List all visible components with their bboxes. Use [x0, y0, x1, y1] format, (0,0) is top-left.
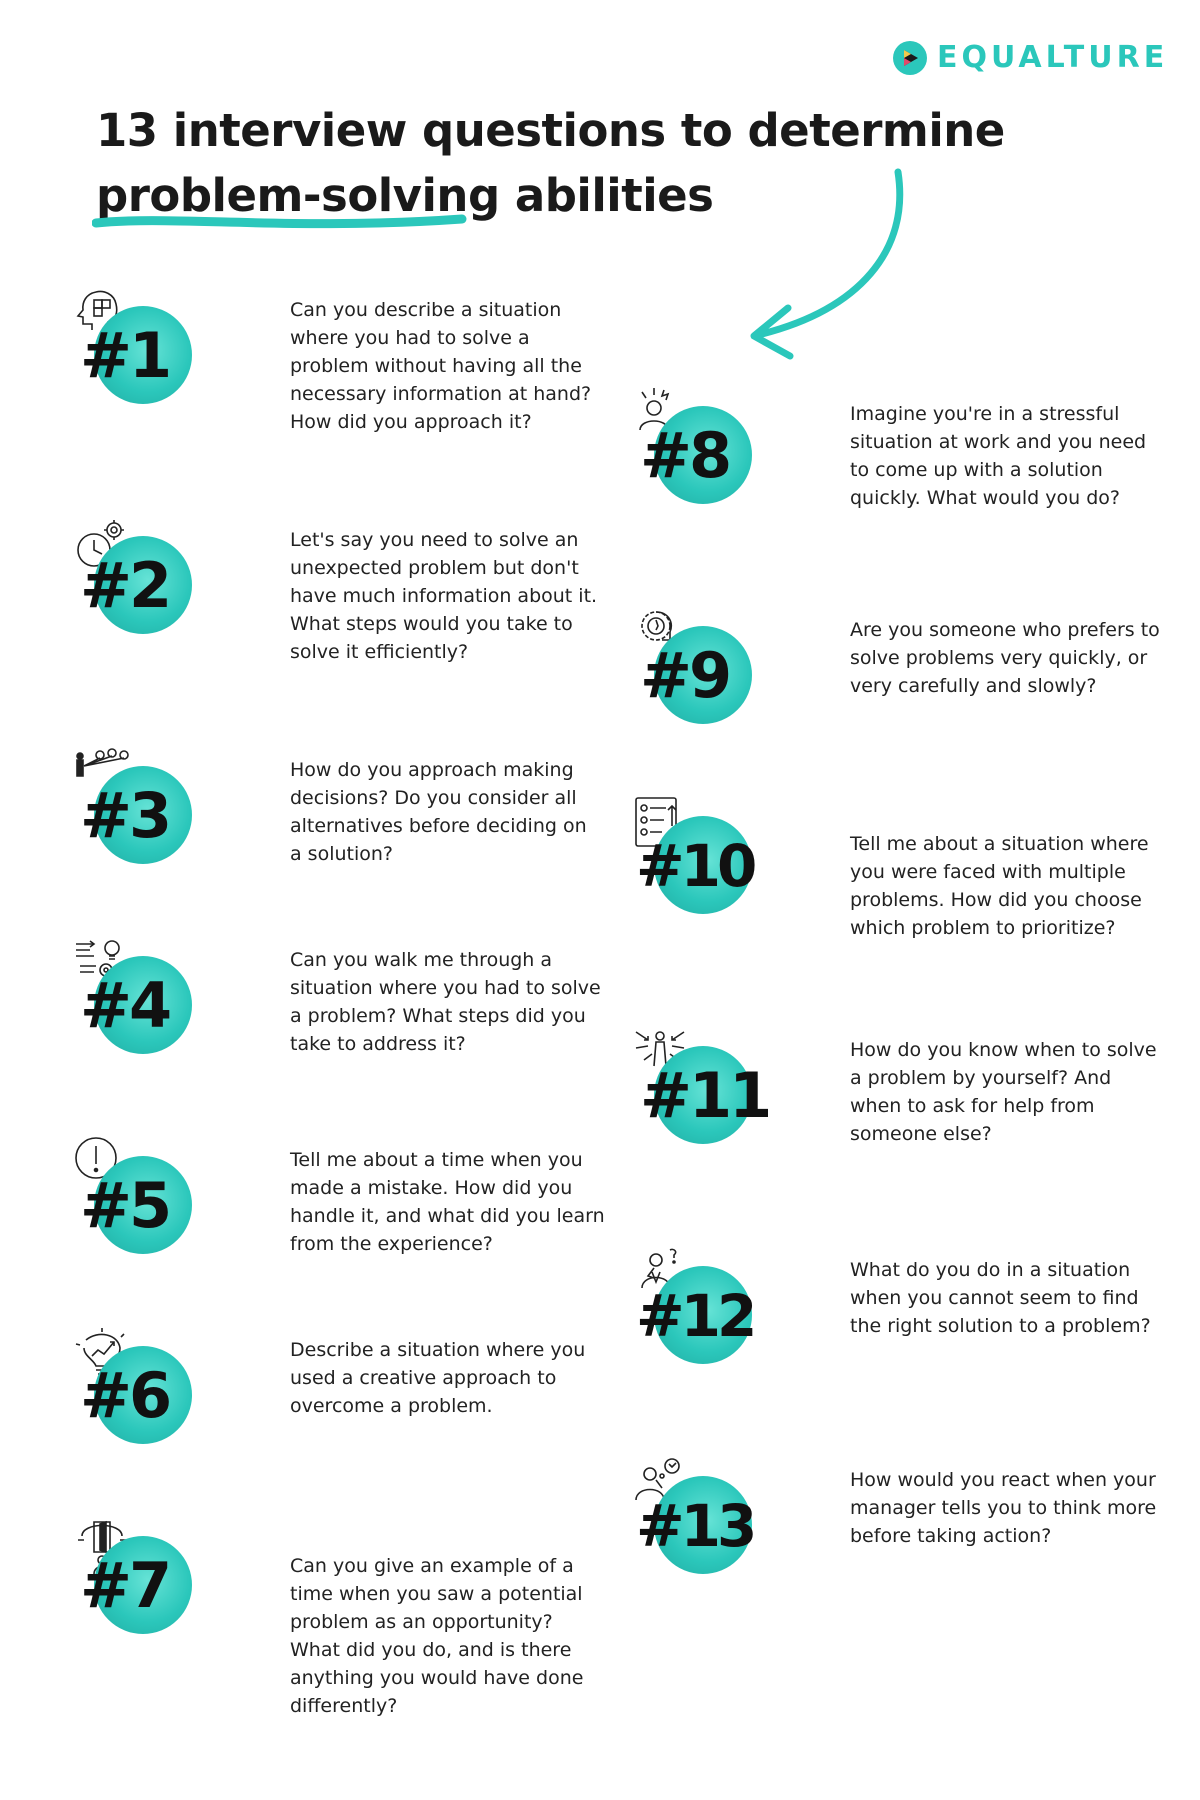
- question-number: #10: [636, 832, 754, 900]
- question-text: Imagine you're in a stressful situation at work and you need to come up with a solution quickly. What would you do?: [850, 403, 1147, 509]
- badge-2: [74, 516, 186, 628]
- question-number: #12: [636, 1282, 754, 1350]
- question-number: #2: [80, 549, 170, 622]
- question-text: How would you react when your manager tells you to think more before taking action?: [850, 1469, 1157, 1547]
- question-number: #9: [640, 639, 730, 712]
- badge-5: [74, 1136, 186, 1248]
- title-rest: abilities: [499, 169, 714, 222]
- question-1: [74, 286, 591, 436]
- badge-13: [634, 1456, 754, 1568]
- question-number: #7: [80, 1549, 170, 1622]
- question-number: #1: [80, 319, 170, 392]
- badge-7: [74, 1516, 186, 1628]
- question-7: [74, 1516, 583, 1720]
- question-text: How do you approach making decisions? Do you consider all alternatives before deciding on a solution?: [290, 759, 587, 865]
- question-5: [74, 1136, 605, 1258]
- question-6: [74, 1326, 585, 1438]
- question-number: #5: [80, 1169, 170, 1242]
- badge-11: [634, 1026, 770, 1138]
- logo-mark-icon: [893, 41, 927, 75]
- question-text: Are you someone who prefers to solve problems very quickly, or very carefully and slowly?: [850, 619, 1160, 697]
- underline-swoosh: [92, 205, 472, 235]
- question-text: Tell me about a time when you made a mistake. How did you handle it, and what did you learn from the experience?: [290, 1149, 605, 1255]
- badge-6: [74, 1326, 186, 1438]
- question-text: Can you describe a situation where you had to solve a problem without having all the necessary information at hand? How did you approach it?: [290, 299, 592, 433]
- question-text: How do you know when to solve a problem by yourself? And when to ask for help from someone else?: [850, 1039, 1157, 1145]
- question-4: [74, 936, 601, 1058]
- question-3: [74, 746, 587, 868]
- question-8: [634, 386, 1146, 512]
- question-10: [634, 796, 1149, 942]
- question-number: #13: [636, 1492, 754, 1560]
- question-text: Describe a situation where you used a creative approach to overcome a problem.: [290, 1339, 586, 1417]
- question-number: #8: [640, 419, 730, 492]
- badge-4: [74, 936, 186, 1048]
- badge-9: [634, 606, 746, 718]
- curved-arrow-icon: [740, 160, 910, 360]
- question-number: #3: [80, 779, 170, 852]
- question-text: Let's say you need to solve an unexpected problem but don't have much information about it. What steps would you take to solve it efficiently?: [290, 529, 598, 663]
- badge-12: [634, 1246, 754, 1358]
- question-2: [74, 516, 597, 666]
- question-12: [634, 1246, 1151, 1358]
- question-text: Can you give an example of a time when you saw a potential problem as an opportunity? What did you do, and is there anything you would have done differently?: [290, 1555, 584, 1717]
- badge-3: [74, 746, 186, 858]
- question-text: Tell me about a situation where you were faced with multiple problems. How did you choose which problem to prioritize?: [850, 833, 1149, 939]
- question-9: [634, 606, 1160, 718]
- badge-8: [634, 386, 746, 498]
- question-11: [634, 1026, 1157, 1148]
- title-highlight: problem-solving: [96, 169, 500, 222]
- question-number: #11: [640, 1059, 770, 1132]
- question-number: #6: [80, 1359, 170, 1432]
- brand-logo: [893, 40, 1168, 75]
- badge-10: [634, 796, 754, 908]
- question-text: What do you do in a situation when you cannot seem to find the right solution to a problem?: [850, 1259, 1151, 1337]
- badge-1: [74, 286, 186, 398]
- question-13: [634, 1456, 1156, 1568]
- title-line-1: 13 interview questions to determine: [96, 104, 1005, 157]
- question-number: #4: [80, 969, 170, 1042]
- question-text: Can you walk me through a situation where you had to solve a problem? What steps did you take to address it?: [290, 949, 601, 1055]
- brand-name: EQUALTURE: [937, 40, 1169, 75]
